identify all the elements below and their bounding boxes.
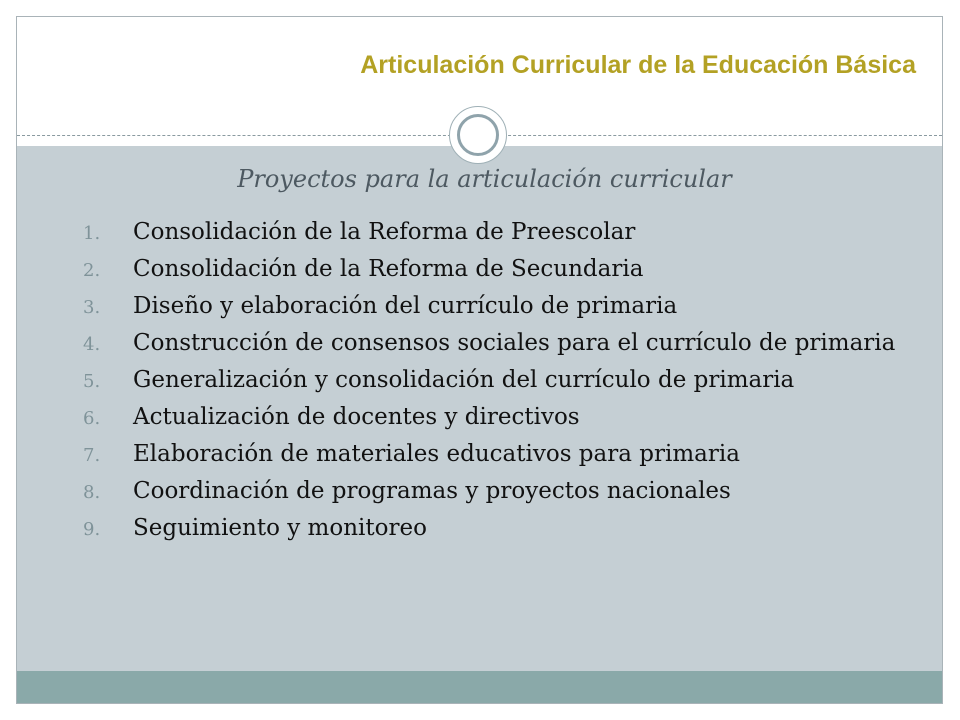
list-number: 3. [83, 297, 101, 318]
circle-ornament-inner [457, 114, 499, 156]
list-number: 8. [83, 482, 101, 503]
slide-title: Articulación Curricular de la Educación Básica [360, 51, 916, 79]
list-item [69, 295, 909, 317]
project-list [69, 221, 909, 554]
list-number: 9. [83, 519, 101, 540]
slide [16, 16, 943, 704]
list-item [69, 369, 909, 391]
list-number: 5. [83, 371, 101, 392]
list-number: 7. [83, 445, 101, 466]
list-text: Construcción de consensos sociales para el currículo de primaria [133, 330, 896, 356]
circle-ornament-icon [449, 106, 507, 164]
list-text: Consolidación de la Reforma de Preescolar [133, 219, 636, 245]
footer-band [17, 671, 942, 704]
list-text: Diseño y elaboración del currículo de primaria [133, 293, 678, 319]
list-item [69, 332, 909, 354]
list-text: Elaboración de materiales educativos para primaria [133, 441, 740, 467]
list-text: Seguimiento y monitoreo [133, 515, 427, 541]
list-text: Actualización de docentes y directivos [133, 404, 580, 430]
list-number: 1. [83, 223, 101, 244]
list-item [69, 480, 909, 502]
list-item [69, 443, 909, 465]
list-item [69, 221, 909, 243]
slide-subtitle: Proyectos para la articulación curricular [237, 165, 732, 193]
list-text: Consolidación de la Reforma de Secundaria [133, 256, 644, 282]
list-number: 4. [83, 334, 101, 355]
list-text: Generalización y consolidación del currículo de primaria [133, 367, 795, 393]
list-item [69, 258, 909, 280]
list-number: 6. [83, 408, 101, 429]
list-text: Coordinación de programas y proyectos nacionales [133, 478, 731, 504]
list-number: 2. [83, 260, 101, 281]
list-item [69, 517, 909, 539]
list-item [69, 406, 909, 428]
